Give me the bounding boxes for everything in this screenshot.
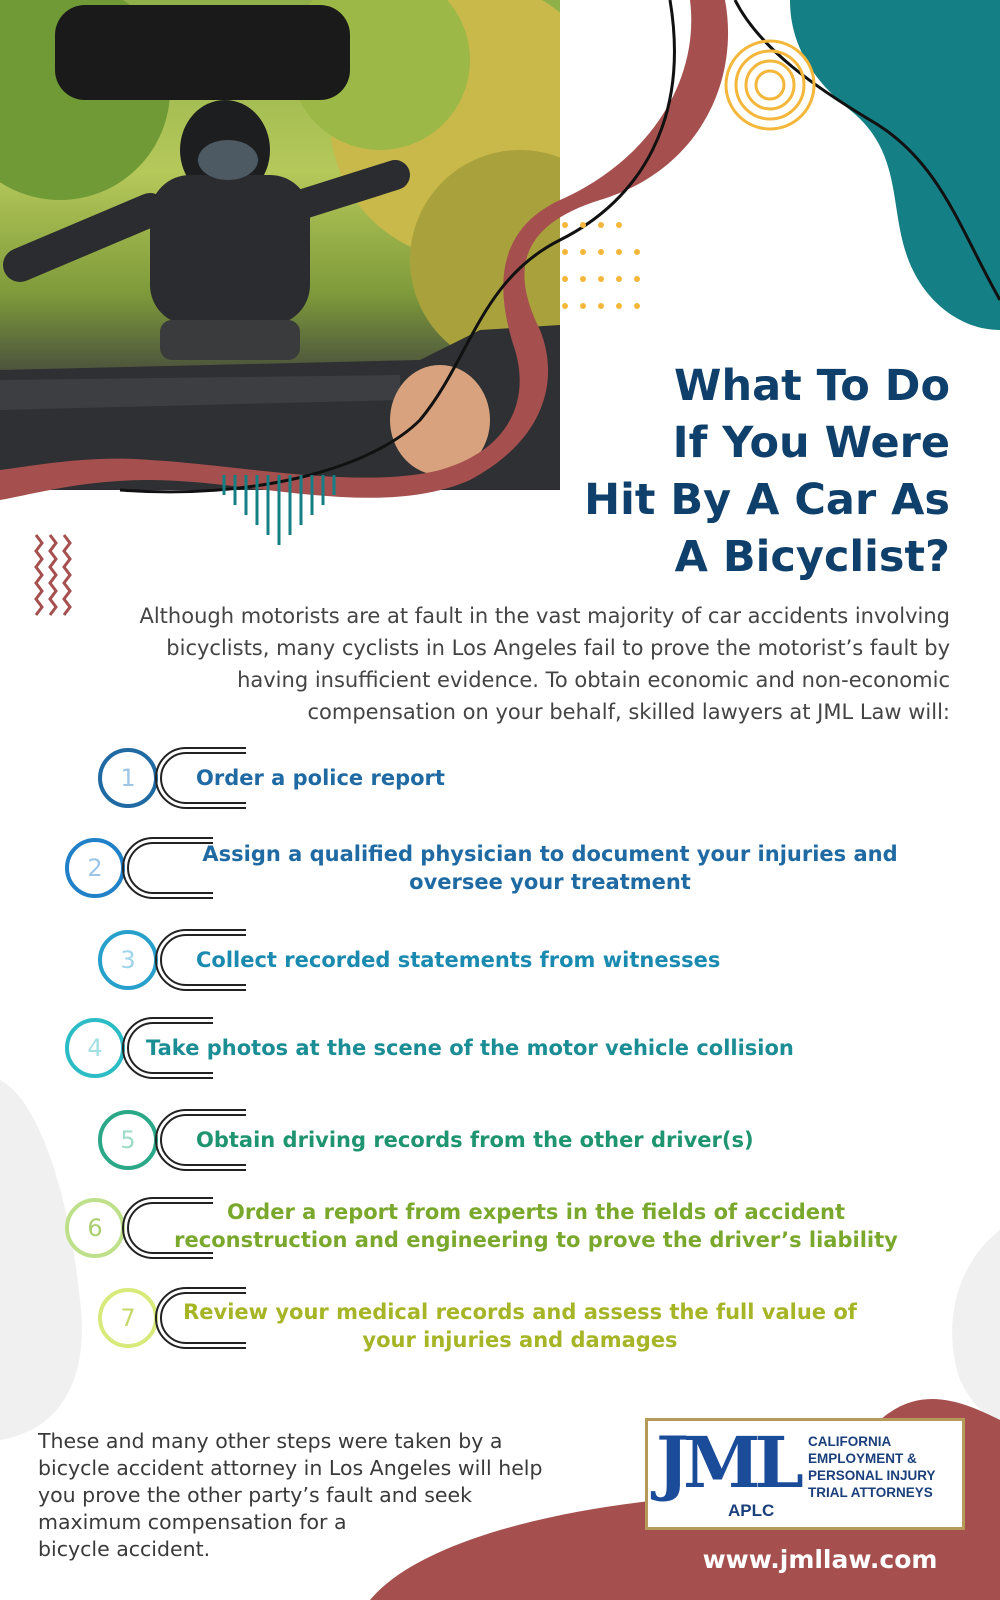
logo-aplc: APLC: [728, 1501, 775, 1520]
title-line: A Bicyclist?: [674, 532, 950, 582]
footer-line: These and many other steps were taken by a: [38, 1429, 503, 1453]
logo-mark: JML: [656, 1421, 798, 1504]
title-line: If You Were: [672, 418, 950, 468]
logo-tagline-line: EMPLOYMENT &: [808, 1451, 917, 1466]
step-text: Collect recorded statements from witnesses: [196, 948, 721, 972]
footer-line: maximum compensation for a: [38, 1510, 347, 1534]
step-number-badge: 5: [98, 1110, 158, 1170]
step-number-badge: 4: [65, 1018, 125, 1078]
step-text: Order a police report: [196, 766, 445, 790]
title-line: What To Do: [674, 361, 950, 411]
footer-line: you prove the other party’s fault and seek: [38, 1483, 473, 1507]
step-text: Assign a qualified physician to document your injuries and oversee your treatment: [202, 842, 898, 894]
footer-line: bicycle accident attorney in Los Angeles will help: [38, 1456, 543, 1480]
logo-tagline-line: CALIFORNIA: [808, 1434, 892, 1449]
step-number-badge: 1: [98, 748, 158, 808]
logo-tagline-line: PERSONAL INJURY: [808, 1468, 936, 1483]
step-number-badge: 3: [98, 930, 158, 990]
step-text: Obtain driving records from the other driver(s): [196, 1128, 754, 1152]
logo-tagline: [808, 1433, 936, 1501]
step-text: Order a report from experts in the fields of accident reconstruction and engineering to prove the driver’s liability: [174, 1200, 898, 1252]
step-number-badge: 6: [65, 1198, 125, 1258]
intro-paragraph: Although motorists are at fault in the vast majority of car accidents involving bicyclists, many cyclists in Los Angeles fail to prove the motorist’s fault by having insufficient evidence. To obtain economic and non-economic compensation on your behalf, skilled lawyers at JML Law will:: [139, 604, 950, 724]
footer-paragraph: [38, 1428, 598, 1563]
step-number-badge: 7: [98, 1288, 158, 1348]
step-text: Take photos at the scene of the motor vehicle collision: [146, 1036, 794, 1060]
website-link[interactable]: www.jmllaw.com: [702, 1545, 938, 1574]
step-text: Review your medical records and assess the full value of your injuries and damages: [183, 1300, 857, 1352]
title-line: Hit By A Car As: [584, 475, 950, 525]
jml-logo: [645, 1418, 965, 1530]
step-number-badge: 2: [65, 838, 125, 898]
logo-tagline-line: TRIAL ATTORNEYS: [808, 1485, 933, 1500]
footer-line: bicycle accident.: [38, 1537, 211, 1561]
